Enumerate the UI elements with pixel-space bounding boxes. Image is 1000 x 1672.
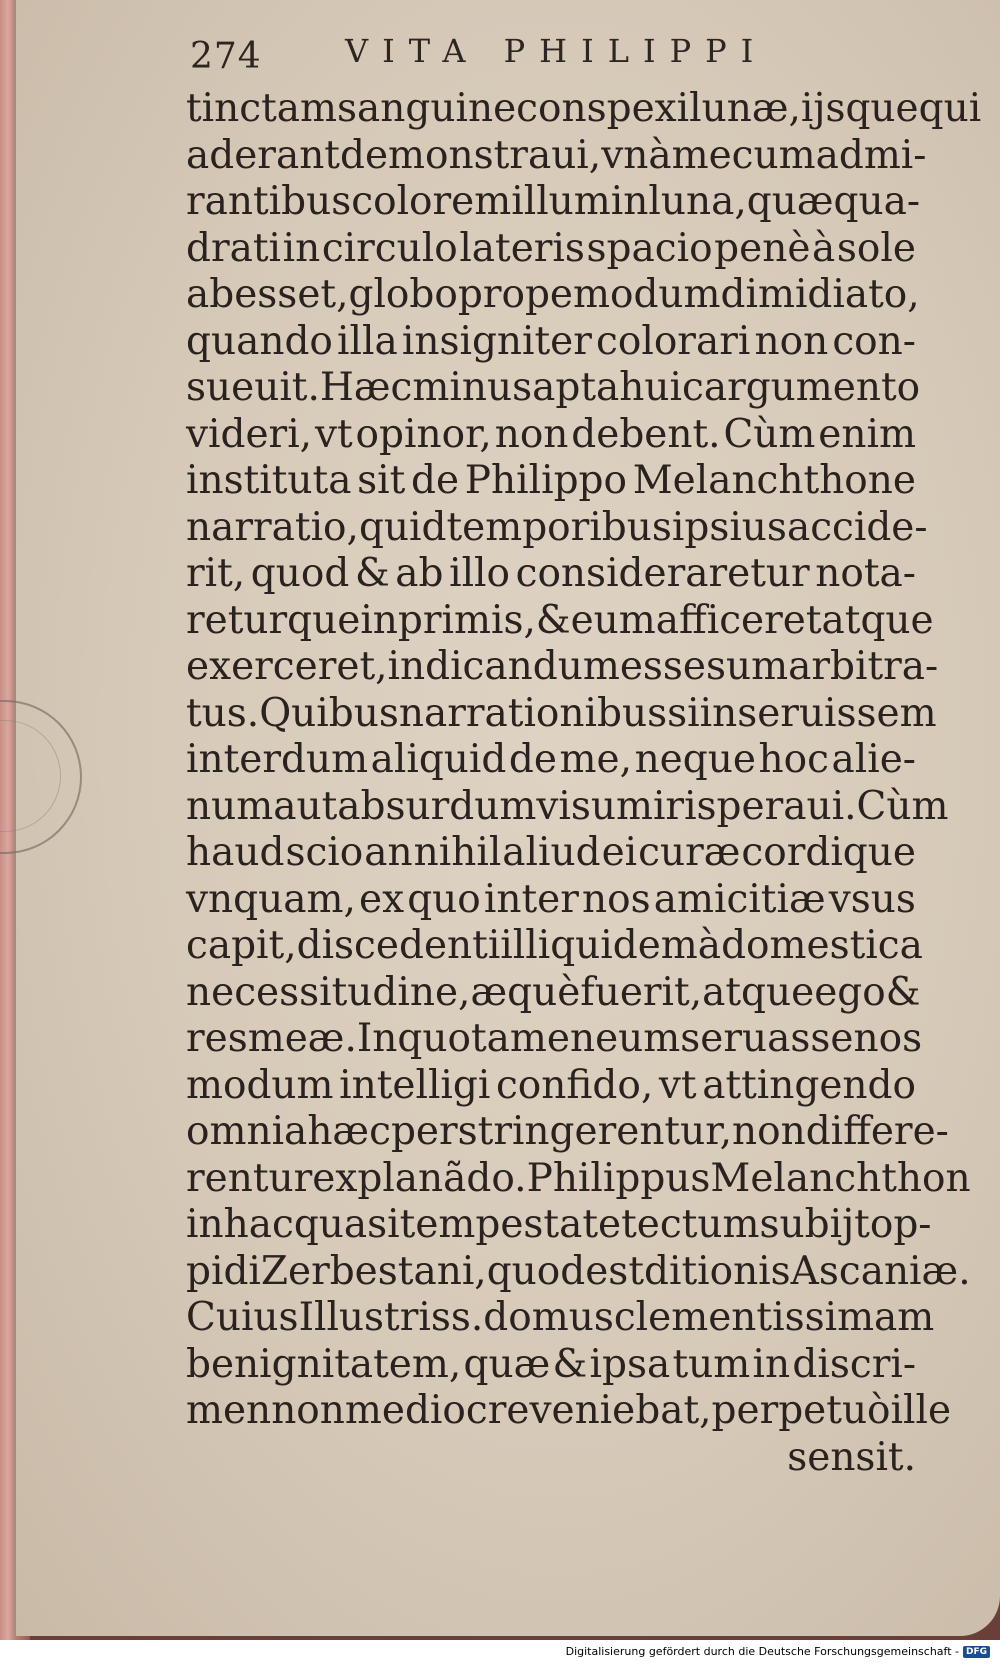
text-line: benignitatem, quæ & ipsa tum in discri- — [186, 1341, 916, 1387]
credit-text: Digitalisierung gefördert durch die Deutsche Forschungsgemeinschaft - — [565, 1645, 959, 1658]
dfg-logo: DFG — [963, 1646, 990, 1658]
text-line: narratio, quid temporibus ipsius accide- — [186, 504, 928, 550]
text-line: vnquam, ex quo inter nos amicitiæ vsus — [186, 876, 916, 922]
text-line: omnia hæc perstringerentur, non differe- — [186, 1109, 949, 1154]
body-text — [186, 86, 982, 1481]
text-line: tus. Quibus narrationibus si inseruissem — [186, 690, 937, 736]
text-line: modum intelligi confido, vt attingendo — [186, 1062, 916, 1108]
text-line-final: sensit. — [787, 1434, 916, 1480]
text-line: rit, quod & ab illo consideraretur nota- — [186, 551, 916, 596]
text-line: drati in circulo lateris spacio penè à sole — [186, 225, 916, 271]
text-line: videri, vt opinor, non debent. Cùm enim — [186, 411, 916, 457]
text-line: tinctam sanguine conspexi lunæ, ijsque qui — [186, 86, 982, 131]
text-line: rantibus colorem illum in luna, quæ qua- — [186, 179, 920, 224]
text-line: exerceret, indicandum esse sum arbitra- — [186, 644, 939, 689]
text-line: sueuit. Hæc minus apta huic argumento — [186, 365, 921, 410]
text-line: instituta sit de Philippo Melanchthone — [186, 458, 916, 503]
text-line: men non mediocre veniebat, perpetuò ille — [186, 1388, 952, 1433]
text-line: returque inprimis, & eum afficeret atque — [186, 597, 934, 643]
text-line: aderant demonstraui, vnà mecum admi- — [186, 132, 927, 178]
text-line: Cuius Illustriss. domus clementissimam — [186, 1295, 935, 1340]
text-line: interdum aliquid de me, neque hoc alie- — [186, 737, 916, 782]
text-line: haud scio an nihil aliud ei curæ cordique — [186, 830, 916, 875]
text-line: in hac quasi tempestate tectum subijt op- — [186, 1202, 932, 1247]
text-line: num aut absurdum visum iri speraui. Cùm — [186, 783, 949, 829]
text-line: res meæ. In quo tamen eum seruasse nos — [186, 1016, 923, 1061]
digitization-credit — [566, 1645, 990, 1658]
page-number: 274 — [190, 36, 262, 77]
text-line: rentur explanãdo. Philippus Melanchthon — [186, 1155, 971, 1201]
text-line: abesset, globo propemodum dimidiato, — [186, 272, 920, 317]
text-line: capit, discedenti illi quidem à domestica — [186, 923, 923, 968]
running-title: VITA PHILIPPI — [345, 32, 768, 70]
page-header — [190, 30, 990, 80]
text-line: necessitudine, æquè fuerit, atque ego & — [186, 969, 921, 1015]
text-line: pidi Zerbestani, quod est ditionis Ascaniæ. — [186, 1248, 971, 1294]
text-line: quando illa insigniter colorari non con- — [186, 318, 916, 364]
